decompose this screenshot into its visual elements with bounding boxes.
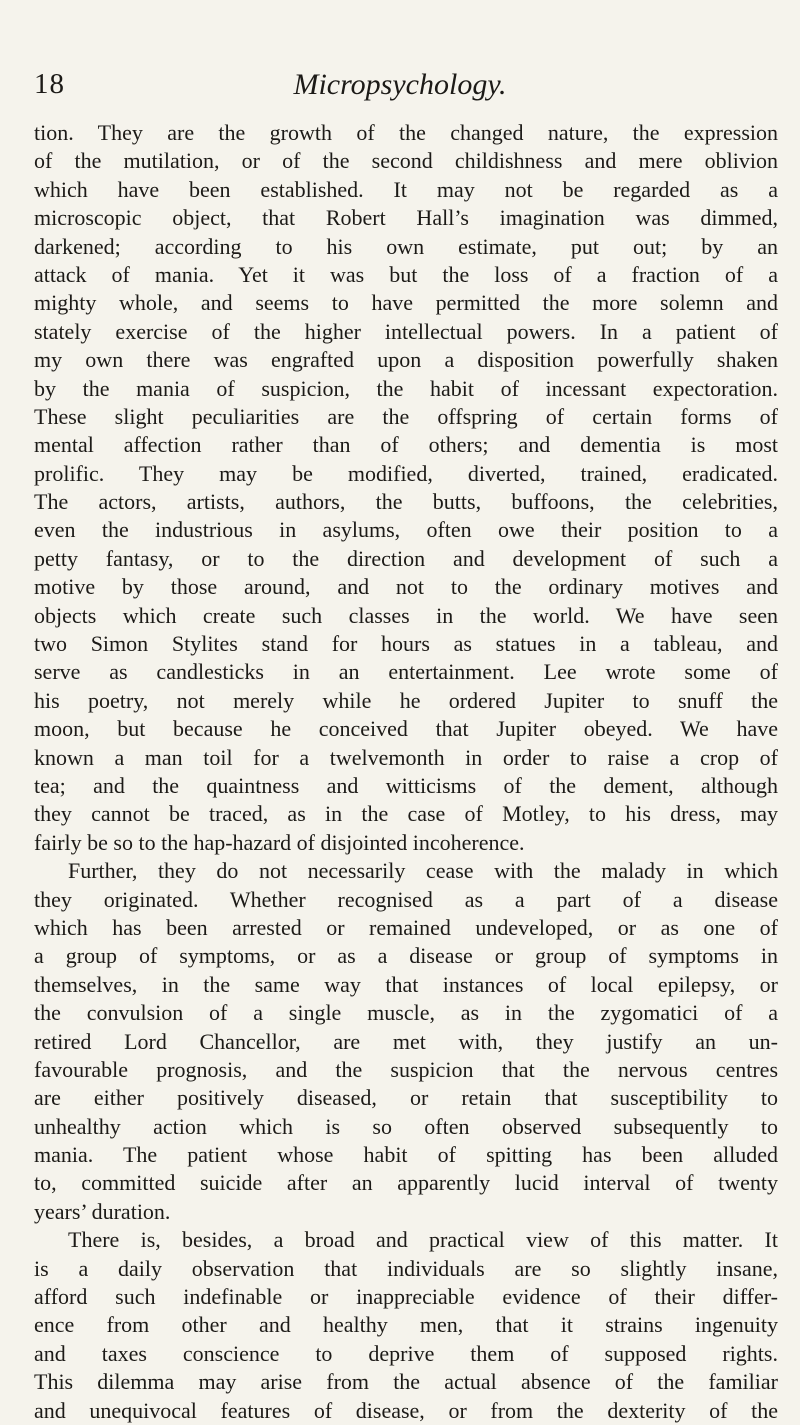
text-line: attack of mania. Yet it was but the loss of a fraction of a bbox=[34, 261, 778, 287]
text-line: which have been established. It may not be regarded as a bbox=[34, 176, 778, 202]
text-line: unhealthy action which is so often observed subsequently to bbox=[34, 1113, 778, 1139]
text-line: afford such indefinable or inappreciable evidence of their differ- bbox=[34, 1284, 778, 1310]
text-line: of the mutilation, or of the second childishness and mere oblivion bbox=[34, 148, 778, 174]
text-line: darkened; according to his own estimate, put out; by an bbox=[34, 233, 778, 259]
text-line: fairly be so to the hap-hazard of disjointed incoherence. bbox=[34, 829, 525, 855]
text-line: tion. They are the growth of the changed nature, the expression bbox=[34, 120, 778, 145]
text-line: microscopic object, that Robert Hall’s imagination was dimmed, bbox=[34, 205, 778, 231]
text-line: and taxes conscience to deprive them of supposed rights. bbox=[34, 1340, 778, 1366]
page-number: 18 bbox=[34, 68, 65, 100]
text-line: and unequivocal features of disease, or from the dexterity of the bbox=[34, 1397, 778, 1423]
text-line: moon, but because he conceived that Jupiter obeyed. We have bbox=[34, 716, 778, 742]
text-line: These slight peculiarities are the offspring of certain forms of bbox=[34, 403, 778, 429]
text-line: mighty whole, and seems to have permitted the more solemn and bbox=[34, 290, 778, 316]
text-line: Further, they do not necessarily cease with the malady in which bbox=[68, 858, 778, 884]
text-line: a group of symptoms, or as a disease or group of symptoms in bbox=[34, 943, 778, 969]
text-line: There is, besides, a broad and practical view of this matter. It bbox=[68, 1227, 778, 1253]
text-line: by the mania of suspicion, the habit of incessant expectoration. bbox=[34, 375, 778, 401]
text-line: is a daily observation that individuals are so slightly insane, bbox=[34, 1255, 778, 1281]
text-line: serve as candlesticks in an entertainment. Lee wrote some of bbox=[34, 659, 778, 685]
text-line: The actors, artists, authors, the butts, buffoons, the celebrities, bbox=[34, 489, 778, 515]
text-line: two Simon Stylites stand for hours as statues in a tableau, and bbox=[34, 631, 778, 657]
text-line: mania. The patient whose habit of spitting has been alluded bbox=[34, 1142, 778, 1168]
text-line: retired Lord Chancellor, are met with, they justify an un- bbox=[34, 1028, 778, 1054]
text-line: his poetry, not merely while he ordered Jupiter to snuff the bbox=[34, 687, 778, 713]
text-line: prolific. They may be modified, diverted, trained, eradicated. bbox=[34, 460, 778, 486]
text-line: themselves, in the same way that instances of local epilepsy, or bbox=[34, 971, 778, 997]
text-line: mental affection rather than of others; and dementia is most bbox=[34, 432, 778, 458]
text-line: known a man toil for a twelvemonth in order to raise a crop of bbox=[34, 744, 778, 770]
text-line: my own there was engrafted upon a disposition powerfully shaken bbox=[34, 347, 778, 373]
page-header bbox=[0, 68, 800, 108]
body-text bbox=[34, 119, 778, 1425]
text-line: petty fantasy, or to the direction and development of such a bbox=[34, 545, 778, 571]
text-line: years’ duration. bbox=[34, 1198, 171, 1224]
text-line: which has been arrested or remained undeveloped, or as one of bbox=[34, 914, 778, 940]
text-line: even the industrious in asylums, often owe their position to a bbox=[34, 517, 778, 543]
text-line: to, committed suicide after an apparently lucid interval of twenty bbox=[34, 1170, 778, 1196]
text-line: objects which create such classes in the world. We have seen bbox=[34, 602, 778, 628]
text-line: tea; and the quaintness and witticisms of the dement, although bbox=[34, 772, 778, 798]
running-title: Micropsychology. bbox=[293, 68, 507, 101]
text-line: This dilemma may arise from the actual absence of the familiar bbox=[34, 1369, 778, 1395]
text-line: ence from other and healthy men, that it strains ingenuity bbox=[34, 1312, 778, 1338]
text-line: they originated. Whether recognised as a part of a disease bbox=[34, 886, 778, 912]
text-line: are either positively diseased, or retain that susceptibility to bbox=[34, 1085, 778, 1111]
text-line: motive by those around, and not to the ordinary motives and bbox=[34, 574, 778, 600]
text-line: favourable prognosis, and the suspicion that the nervous centres bbox=[34, 1056, 778, 1082]
text-line: the convulsion of a single muscle, as in the zygomatici of a bbox=[34, 1000, 778, 1026]
text-line: stately exercise of the higher intellectual powers. In a patient of bbox=[34, 318, 778, 344]
text-line: they cannot be traced, as in the case of Motley, to his dress, may bbox=[34, 801, 778, 827]
